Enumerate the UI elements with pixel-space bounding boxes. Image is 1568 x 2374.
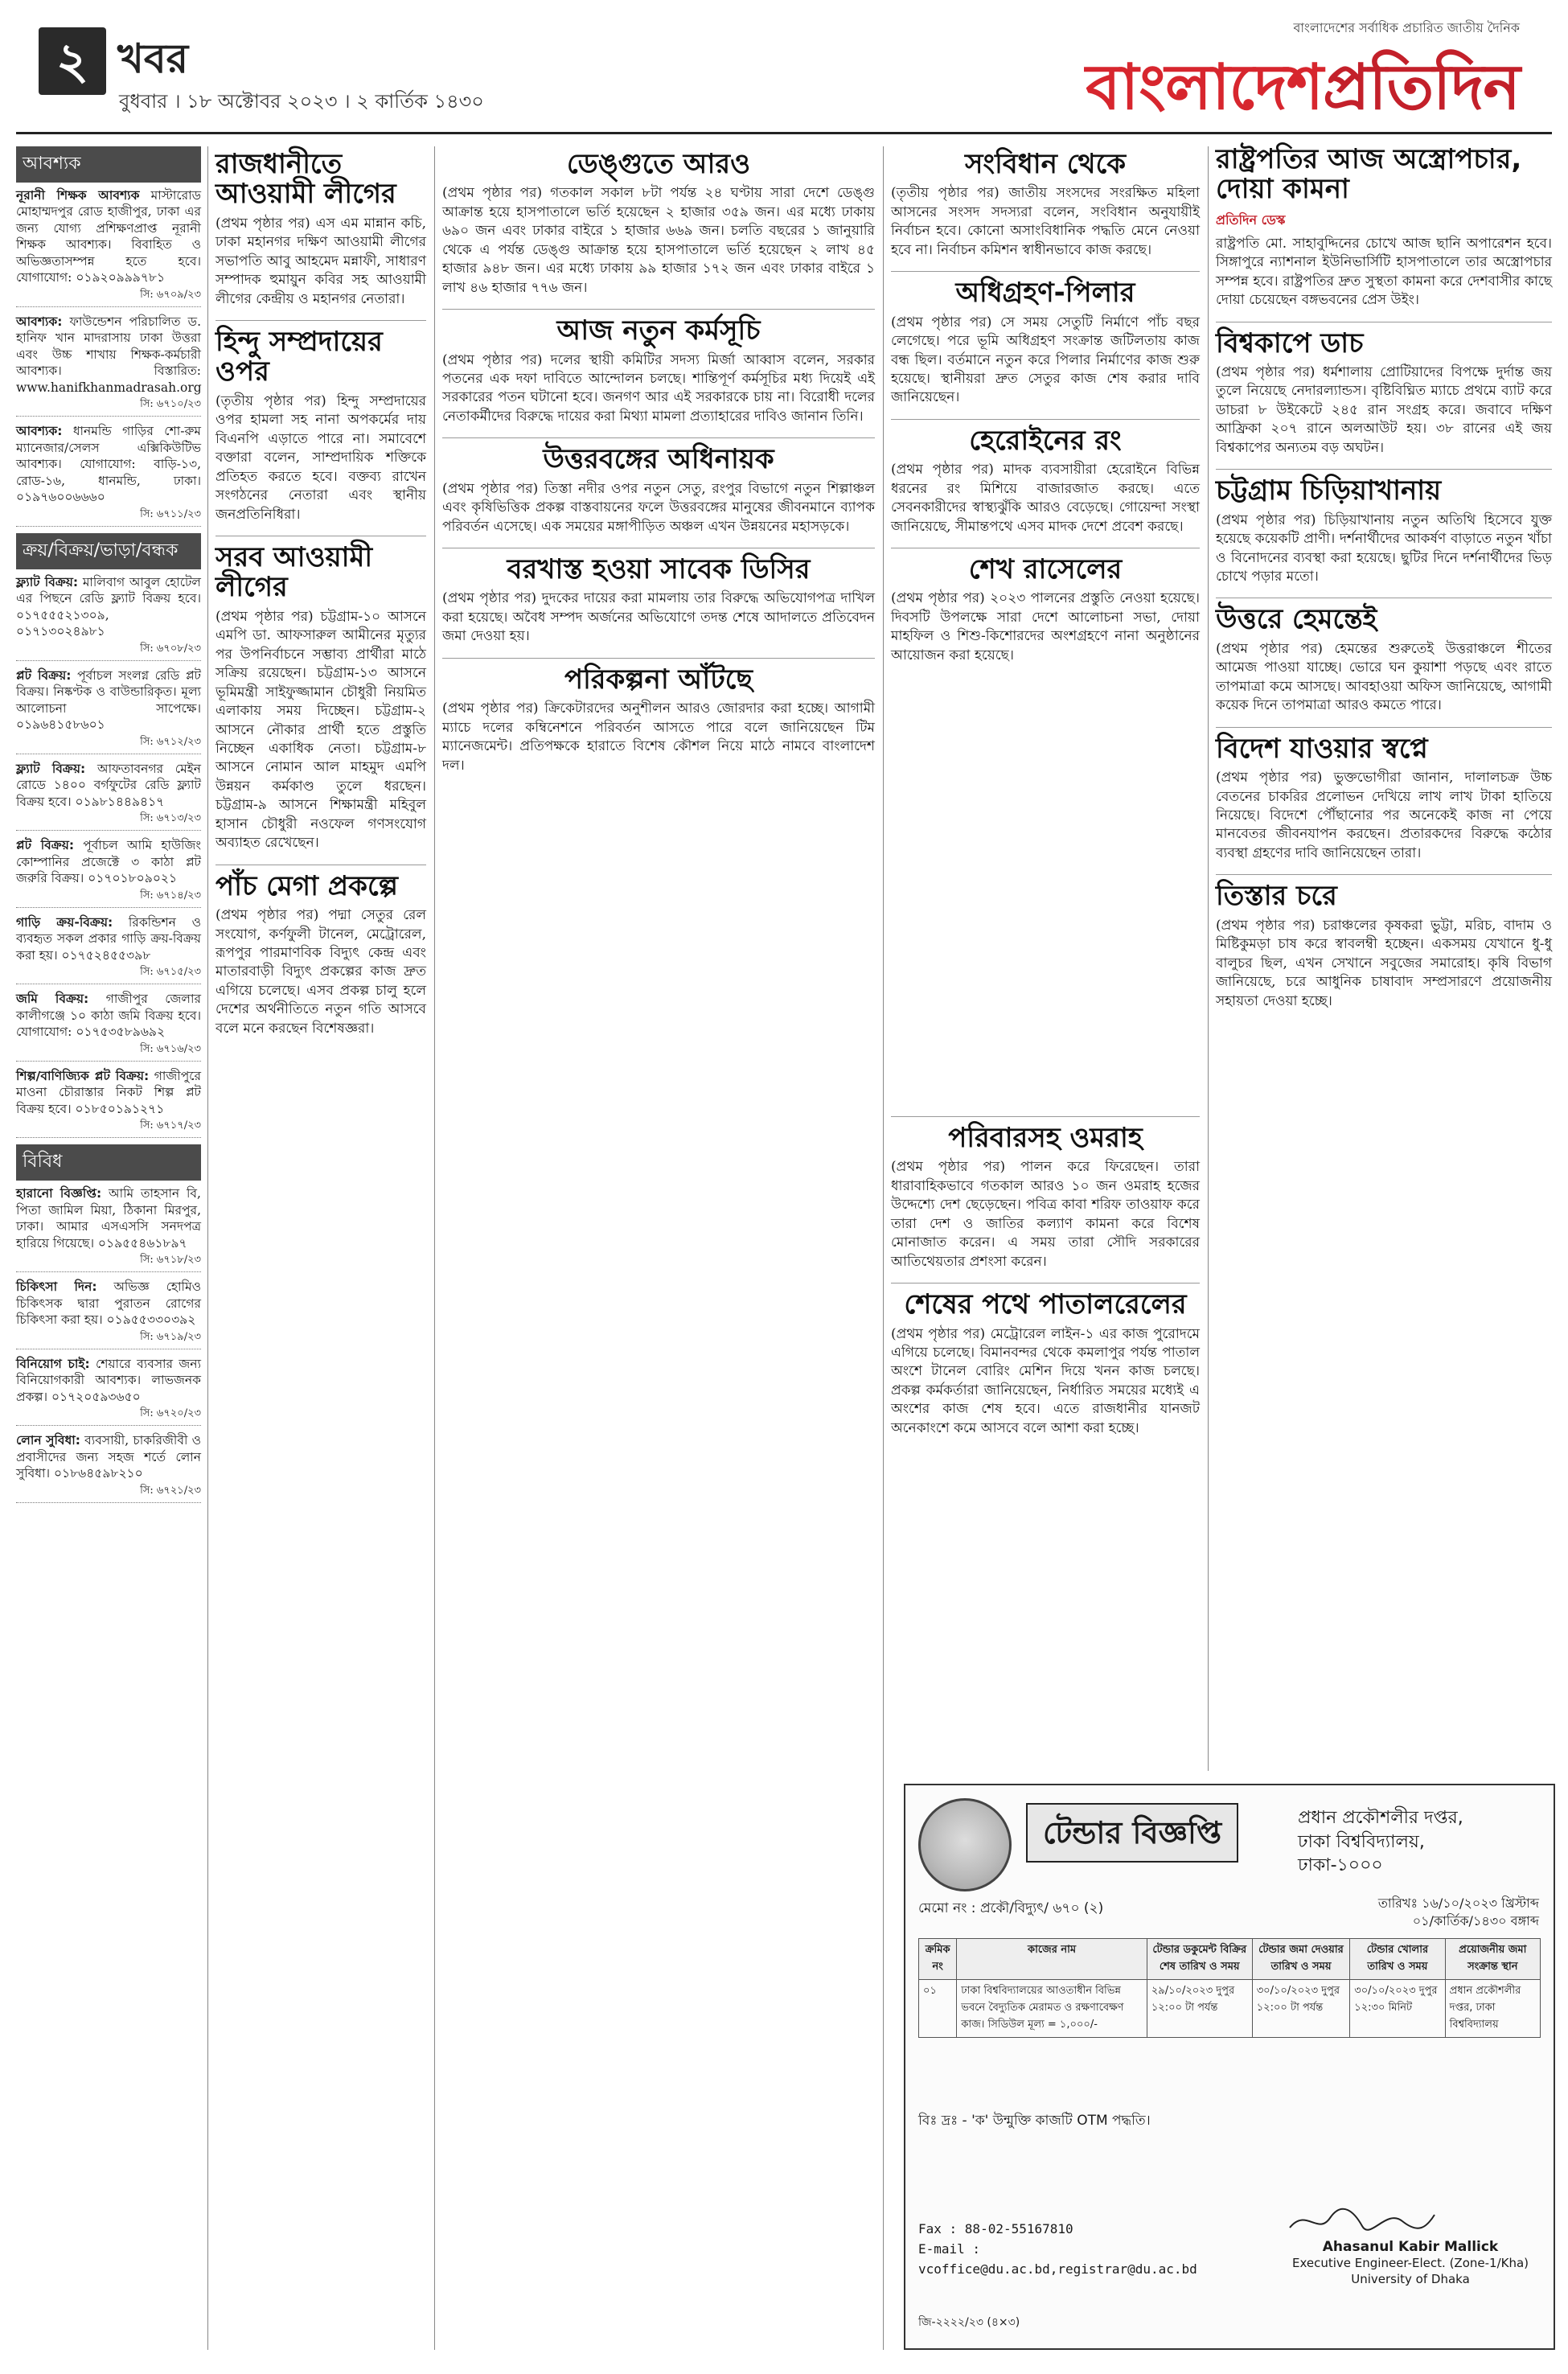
article-divider	[891, 1283, 1200, 1284]
tender-email-label: E-mail :	[918, 2241, 981, 2257]
article-body: (প্রথম পৃষ্ঠার পর) মাদক ব্যবসায়ীরা হেরোইনে বিভিন্ন ধরনের রং মিশিয়ে বাজারজাত করছে। এতে সেবনকারীদের স্বাস্থ্যঝুঁকি আরও বেড়েছে। গোয়েন্দা সংস্থা জানিয়েছে, সীমান্তপথে এসব মাদক দেশে প্রবেশ করছে।	[891, 462, 1200, 535]
classified-item-text: পূর্বাচল আমি হাউজিং কোম্পানির প্রজেক্টে ৩ কাঠা প্লট জরুরি বিক্রয়। ০১৭০১৮০৯০২১	[16, 838, 201, 886]
article-body: (প্রথম পৃষ্ঠার পর) গতকাল সকাল ৮টা পর্যন্ত ২৪ ঘণ্টায় সারা দেশে ডেঙ্গু আক্রান্ত হয়ে হাসপাতালে ভর্তি হয়েছেন ২ হাজার ৩৫৯ জন। এর মধ্যে ঢাকায় ৬৯০ জন এবং ঢাকার বাইরে ১ হাজার ৬৬৯ জন। চলতি বছরের ১ জানুয়ারি থেকে এ পর্যন্ত ডেঙ্গু আক্রান্ত হয়ে হাসপাতালে ভর্তি হয়েছেন ২ লাখ ৪৫ হাজার ৯৪৮ জন। এর মধ্যে ঢাকায় ৯৯ হাজার ১৭২ জন এবং ঢাকার বাইরে ১ লাখ ৪৬ হাজার ৭৭৬ জন।	[442, 185, 875, 296]
classified-item-ref: সি: ৬৭১৭/২৩	[140, 1119, 201, 1132]
signer-name: Ahasanul Kabir Mallick	[1322, 2239, 1499, 2255]
classified-column	[16, 146, 201, 1509]
classified-item-ref: সি: ৬৭১২/২৩	[140, 735, 201, 748]
column-rule	[434, 146, 435, 2350]
article-headline: পরিবারসহ ওমরাহ	[948, 1122, 1143, 1154]
classified-item	[16, 761, 201, 832]
classified-item-ref: সি: ৬৭১৫/২৩	[140, 966, 201, 979]
classified-item-ref: সি: ৬৭০৯/২৩	[140, 288, 201, 301]
article-headline: অধিগ্রহণ-পিলার	[955, 277, 1135, 310]
newspaper-logo	[1086, 39, 1520, 143]
tender-office-line: ঢাকা বিশ্ববিদ্যালয়,	[1298, 1831, 1425, 1852]
tender-table-cell: ঢাকা বিশ্ববিদ্যালয়ের আওতাধীন বিভিন্ন ভবনে বৈদ্যুতিক মেরামত ও রক্ষণাবেক্ষণ কাজ। সিডিউল মূল্য = ১,০০০/-	[957, 1980, 1147, 2038]
article-body: (প্রথম পৃষ্ঠার পর) মেট্রোরেল লাইন-১ এর কাজ পুরোদমে এগিয়ে চলেছে। বিমানবন্দর থেকে কমলাপুর পর্যন্ত পাতাল অংশে টানেল বোরিং মেশিন দিয়ে খনন কাজ চলছে। প্রকল্প কর্মকর্তারা জানিয়েছেন, নির্ধারিত সময়ের মধ্যেই এ অংশের কাজ শেষ হবে। এতে রাজধানীর যানজট অনেকাংশে কমে আসবে বলে আশা করা হচ্ছে।	[891, 1325, 1200, 1436]
classified-item-ref: সি: ৬৭২১/২৩	[140, 1484, 201, 1497]
tender-date-line: তারিখঃ ১৬/১০/২০২৩ খ্রিস্টাব্দ	[1377, 1896, 1539, 1911]
article-divider	[1216, 727, 1552, 728]
classified-item	[16, 423, 201, 526]
article-headline: বিশ্বকাপে ডাচ	[1216, 327, 1364, 359]
classified-item	[16, 187, 201, 307]
classified-item-ref: সি: ৬৭২০/২৩	[140, 1407, 201, 1420]
tender-table-header-row	[919, 1939, 1541, 1980]
classified-item	[16, 667, 201, 754]
article-headline: শেষের পথে পাতালরেলের	[904, 1288, 1187, 1321]
classified-item-text: মালিবাগ আবুল হোটেল এর পিছনে রেডি ফ্ল্যাট বিক্রয় হবে। ০১৭৫৫৫২১৩০৯, ০১৭১৩০২৪৯৮১	[16, 574, 201, 639]
article-headline: রাষ্ট্রপতির আজ অস্ত্রোপচার, দোয়া কামনা	[1216, 143, 1522, 206]
classified-item-text: ফাউন্ডেশন পরিচালিত ড. হানিফ খান মাদরাসায় ঢাকা উত্তরা এবং উচ্চ শাখায় শিক্ষক-কর্মচারী আবশ্যক। বিস্তারিত: www.hanifkhanmadrasah.org	[16, 314, 202, 395]
article-byline: প্রতিদিন ডেস্ক	[1216, 212, 1286, 228]
tender-date	[1378, 1895, 1539, 1931]
tender-table-cell: ০১	[919, 1980, 957, 2038]
logo-tagline: বাংলাদেশের সর্বাধিক প্রচারিত জাতীয় দৈনিক	[1293, 20, 1520, 35]
classified-item-text: আফতাবনগর মেইন রোডে ১৪০০ বর্গফুটের রেডি ফ্ল্যাট বিক্রয় হবে। ০১৯৮১৪৪৯৪১৭	[16, 761, 201, 809]
article-headline: পরিকল্পনা আঁটছে	[564, 663, 753, 696]
article-body: রাষ্ট্রপতি মো. সাহাবুদ্দিনের চোখে আজ ছানি অপারেশন হবে। সিঙ্গাপুরে ন্যাশনাল ইউনিভার্সিটি হাসপাতালে তার অস্ত্রোপচার সম্পন্ন হবে। রাষ্ট্রপতির দ্রুত সুস্থতা কামনা করে দেশবাসীর কাছে দোয়া চেয়েছেন বঙ্গভবনের প্রেস উইং।	[1216, 235, 1552, 309]
article-headline: চট্টগ্রাম চিড়িয়াখানায়	[1216, 474, 1442, 507]
article-body: (তৃতীয় পৃষ্ঠার পর) জাতীয় সংসদের সংরক্ষিত মহিলা আসনের সংসদ সদস্যরা বলেন, সংবিধান অনুযায়ীই নির্বাচন হবে। কোনো অসাংবিধানিক পদ্ধতি মেনে নেওয়া হবে না। নির্বাচন কমিশন স্বাধীনভাবে কাজ করছে।	[891, 185, 1200, 258]
classified-item-ref: সি: ৬৭১৯/২৩	[140, 1330, 201, 1343]
article-body: (প্রথম পৃষ্ঠার পর) চট্টগ্রাম-১০ আসনে এমপি ডা. আফসারুল আমীনের মৃত্যুর পর উপনির্বাচনে সম্ভাব্য প্রার্থীরা মাঠে সক্রিয় রয়েছেন। চট্টগ্রাম-১৩ আসনে ভূমিমন্ত্রী সাইফুজ্জামান চৌধুরী নিয়মিত এলাকায় সময় দিচ্ছেন। চট্টগ্রাম-২ আসনে নৌকার প্রার্থী হতে প্রস্তুতি নিচ্ছেন একাধিক নেতা। চট্টগ্রাম-৮ আসনে নোমান আল মাহমুদ এমপি উন্নয়ন কর্মকাণ্ড তুলে ধরছেন। চট্টগ্রাম-৯ আসনে শিক্ষামন্ত্রী মহিবুল হাসান চৌধুরী নওফেল গণসংযোগ অব্যাহত রেখেছেন।	[215, 608, 426, 852]
tender-code: জি-২২২২/২৩ (৪×৩)	[918, 2316, 1020, 2329]
classified-item-text: ব্যবসায়ী, চাকরিজীবী ও প্রবাসীদের জন্য সহজ শর্তে লোন সুবিধা। ০১৮৬৪৫৯৮২১০	[16, 1433, 201, 1481]
signature-icon	[1282, 2204, 1443, 2239]
article-body: (প্রথম পৃষ্ঠার পর) হেমন্তের শুরুতেই উত্তরাঞ্চলে শীতের আমেজ পাওয়া যাচ্ছে। ভোরে ঘন কুয়াশা পড়ছে এবং রাতে তাপমাত্রা কমে আসছে। আবহাওয়া অফিস জানিয়েছে, আগামী কয়েক দিনে তাপমাত্রা আরও কমতে পারে।	[1216, 640, 1552, 714]
column-rule	[1208, 146, 1209, 1771]
tender-signature-block	[1282, 2204, 1539, 2288]
classified-item	[16, 1068, 201, 1139]
tender-office-line: প্রধান প্রকৌশলীর দপ্তর,	[1298, 1808, 1463, 1828]
article-divider	[442, 309, 875, 310]
article-body: (প্রথম পৃষ্ঠার পর) পদ্মা সেতুর রেল সংযোগ, কর্ণফুলী টানেল, মেট্রোরেল, রূপপুর পারমাণবিক বিদ্যুৎ কেন্দ্র এবং মাতারবাড়ী বিদ্যুৎ প্রকল্পের কাজ দ্রুত এগিয়ে চলেছে। এসব প্রকল্প চালু হলে দেশের অর্থনীতিতে নতুন গতি আসবে বলে মনে করছেন বিশেষজ্ঞরা।	[215, 907, 426, 1037]
article-headline: উত্তরবঙ্গের অধিনায়ক	[543, 443, 774, 476]
article-divider	[442, 658, 875, 659]
article-body: (প্রথম পৃষ্ঠার পর) ক্রিকেটারদের অনুশীলন আরও জোরদার করা হচ্ছে। আগামী ম্যাচে দলের কম্বিনেশনে পরিবর্তন আসতে পারে বলে জানিয়েছেন টিম ম্যানেজমেন্ট। প্রতিপক্ষকে হারাতে বিশেষ কৌশল নিয়ে মাঠে নামবে বাংলাদেশ দল।	[442, 700, 875, 774]
classified-section-title: ক্রয়/বিক্রয়/ভাড়া/বন্ধক	[16, 533, 201, 569]
classified-item-text: আমি তাহসান বি, পিতা জামিল মিয়া, ঠিকানা মিরপুর, ঢাকা। আমার এসএসসি সনদপত্র হারিয়ে গিয়েছে। ০১৯৫৫৪৬১৮৯৭	[16, 1186, 201, 1251]
classified-item-head: নূরানী শিক্ষক আবশ্যক	[16, 188, 140, 203]
tender-table-cell: ৩০/১০/২০২৩ দুপুর ১২:৩০ মিনিট	[1350, 1980, 1445, 2038]
tender-table-header: টেন্ডার ডকুমেন্ট বিক্রির শেষ তারিখ ও সময়	[1147, 1939, 1252, 1980]
article-headline: বরখাস্ত হওয়া সাবেক ডিসির	[507, 553, 811, 586]
article-divider	[442, 437, 875, 438]
article-body: (প্রথম পৃষ্ঠার পর) চিড়িয়াখানায় নতুন অতিথি হিসেবে যুক্ত হয়েছে কয়েকটি প্রাণী। দর্শনার্থীদের আকর্ষণ বাড়াতে নতুন খাঁচা ও বিনোদনের ব্যবস্থা করা হয়েছে। ছুটির দিনে দর্শনার্থীদের ভিড় চোখে পড়ার মতো।	[1216, 511, 1552, 585]
dateline: বুধবার । ১৮ অক্টোবর ২০২৩ । ২ কার্তিক ১৪৩০	[119, 90, 484, 113]
classified-item-text: রিকন্ডিশন ও ব্যবহৃত সকল প্রকার গাড়ি ক্রয়-বিক্রয় করা হয়। ০১৭৫২৪৫৫৩৯৮	[16, 914, 201, 963]
news-column-4	[891, 146, 1200, 676]
classified-item	[16, 1279, 201, 1349]
article-body: (প্রথম পৃষ্ঠার পর) চরাঞ্চলের কৃষকরা ভুট্টা, মরিচ, বাদাম ও মিষ্টিকুমড়া চাষ করে স্বাবলম্বী হচ্ছেন। একসময় যেখানে ধু-ধু বালুচর ছিল, এখন সেখানে সবুজের সমারোহ। কৃষি বিভাগ জানিয়েছে, চরে আধুনিক চাষাবাদ সম্প্রসারণে প্রয়োজনীয় সহায়তা দেওয়া হচ্ছে।	[1216, 917, 1552, 1009]
article-body: (প্রথম পৃষ্ঠার পর) সে সময় সেতুটি নির্মাণে পাঁচ বছর লেগেছে। পরে ভূমি অধিগ্রহণ সংক্রান্ত জটিলতায় কাজ বন্ধ ছিল। বর্তমানে নতুন করে পিলার নির্মাণের কাজ শুরু হয়েছে। স্থানীয়রা দ্রুত সেতুর কাজ শেষ করার দাবি জানিয়েছেন।	[891, 314, 1200, 406]
classified-item-ref: সি: ৬৭১৩/২৩	[140, 812, 201, 825]
classified-item-text: পূর্বাচল সংলগ্ন রেডি প্লট বিক্রয়। নিষ্কণ্টক ও বাউন্ডারিকৃত। মূল্য আলোচনা সাপেক্ষে। ০১৯৬৪১৫৮৬০১	[16, 667, 201, 733]
tender-table-header: টেন্ডার খোলার তারিখ ও সময়	[1350, 1939, 1445, 1980]
classified-item-ref: সি: ৬৭১৪/২৩	[140, 889, 201, 902]
tender-email: vcoffice@du.ac.bd,registrar@du.ac.bd	[918, 2261, 1197, 2277]
classified-item-text: গাজীপুরে মাওনা চৌরাস্তার নিকট শিল্প প্লট বিক্রয় হবে। ০১৮৫০১৯১২৭১	[16, 1068, 201, 1116]
classified-section-title: আবশ্যক	[16, 146, 201, 183]
column-rule	[207, 146, 208, 2350]
news-column-3	[442, 146, 875, 787]
article-body: (প্রথম পৃষ্ঠার পর) দুদকের দায়ের করা মামলায় তার বিরুদ্ধে অভিযোগপত্র দাখিল করা হয়েছে। অবৈধ সম্পদ অর্জনের অভিযোগে তদন্ত শেষে আদালতে প্রতিবেদন জমা দেওয়া হয়।	[442, 590, 875, 645]
tender-table-header: ক্রমিক নং	[919, 1939, 957, 1980]
tender-title: টেন্ডার বিজ্ঞপ্তি	[1026, 1803, 1238, 1863]
classified-item-head: প্লট বিক্রয়:	[16, 838, 75, 853]
tender-table-cell: ২৯/১০/২০২৩ দুপুর ১২:০০ টা পর্যন্ত	[1147, 1980, 1252, 2038]
tender-table	[918, 1938, 1541, 2038]
tender-table-header: টেন্ডার জমা দেওয়ার তারিখ ও সময়	[1252, 1939, 1350, 1980]
article-body: (প্রথম পৃষ্ঠার পর) পালন করে ফিরেছেন। তারা ধারাবাহিকভাবে গতকাল আরও ১০ জন ওমরাহ হজের উদ্দেশ্যে দেশ ছেড়েছেন। পবিত্র কাবা শরিফ তাওয়াফ করে তারা দেশ ও জাতির কল্যাণ কামনা করে বিশেষ মোনাজাত করেন। এ সময় তারা সৌদি সরকারের আতিথেয়তার প্রশংসা করেন।	[891, 1159, 1200, 1270]
article-body: (প্রথম পৃষ্ঠার পর) তিস্তা নদীর ওপর নতুন সেতু, রংপুর বিভাগে নতুন শিল্পাঞ্চল এবং কৃষিভিত্তিক প্রকল্প বাস্তবায়নের ফলে উত্তরবঙ্গের মানুষের জীবনমানে ব্যাপক পরিবর্তন এসেছে। এক সময়ের মঙ্গাপীড়িত অঞ্চল এখন উন্নয়নের মহাসড়কে।	[442, 480, 875, 535]
article-divider	[891, 419, 1200, 420]
classified-item-ref: সি: ৬৭০৮/২৩	[140, 642, 201, 655]
article-headline: পাঁচ মেগা প্রকল্পে	[215, 869, 398, 902]
news-column-2	[215, 146, 426, 1049]
article-divider	[1216, 874, 1552, 875]
tender-notice	[904, 1784, 1555, 2350]
tender-memo: মেমো নং : প্রকৌ/বিদ্যুৎ/ ৬৭০ (২)	[918, 1900, 1104, 1916]
signer-org: University of Dhaka	[1351, 2272, 1470, 2287]
news-column-right	[1216, 142, 1552, 1022]
classified-section-title: বিবিধ	[16, 1144, 201, 1181]
article-divider	[891, 271, 1200, 272]
signer-title: Executive Engineer-Elect. (Zone-1/Kha)	[1291, 2256, 1529, 2270]
classified-item-head: ফ্ল্যাট বিক্রয়:	[16, 761, 86, 776]
masthead	[16, 11, 1552, 134]
classified-item-head: চিকিৎসা দিন:	[16, 1279, 97, 1295]
section-title: খবর	[117, 35, 189, 82]
article-divider	[891, 1116, 1200, 1117]
tender-table-cell: প্রধান প্রকৌশলীর দপ্তর, ঢাকা বিশ্ববিদ্যালয়	[1445, 1980, 1540, 2038]
university-seal-icon	[918, 1798, 1012, 1891]
classified-item-head: শিল্প/বাণিজ্যিক প্লট বিক্রয়:	[16, 1068, 150, 1083]
article-headline: উত্তরে হেমন্তেই	[1216, 603, 1377, 636]
article-body: (তৃতীয় পৃষ্ঠার পর) হিন্দু সম্প্রদায়ের ওপর হামলা সহ নানা অপকর্মের দায় বিএনপি এড়াতে পারে না। সমাবেশে বক্তারা বলেন, সাম্প্রদায়িক শক্তিকে প্রতিহত করতে হবে। বক্তব্য রাখেন সংগঠনের নেতারা এবং স্থানীয় জনপ্রতিনিধিরা।	[215, 392, 426, 523]
classified-item-ref: সি: ৬৭১০/২৩	[140, 398, 201, 411]
article-headline: শেখ রাসেলের	[968, 553, 1123, 586]
classified-item-ref: সি: ৬৭১৮/২৩	[140, 1254, 201, 1267]
article-headline: আজ নতুন কর্মসূচি	[556, 314, 761, 347]
article-headline: বিদেশ যাওয়ার স্বপ্নে	[1216, 732, 1428, 765]
classified-item	[16, 1432, 201, 1503]
article-headline: সংবিধান থেকে	[964, 148, 1127, 180]
tender-note: বিঃ দ্রঃ - 'ক' উন্মুক্তি কাজটি OTM পদ্ধতি।	[918, 2113, 1151, 2129]
article-divider	[215, 320, 426, 321]
classified-item	[16, 314, 201, 417]
tender-office-line: ঢাকা-১০০০	[1298, 1855, 1383, 1876]
classified-item-text: শেয়ারে ব্যবসার জন্য বিনিয়োগকারী আবশ্যক। লাভজনক প্রকল্প। ০১৭২০৫৯৩৬৫০	[16, 1356, 201, 1404]
classified-item-text: অভিজ্ঞ হোমিও চিকিৎসক দ্বারা পুরাতন রোগের চিকিৎসা করা হয়। ০১৯৫৫৩৩০৩৯২	[16, 1279, 201, 1328]
tender-date-line: ০১/কার্তিক/১৪৩০ বঙ্গাব্দ	[1412, 1913, 1539, 1929]
classified-item	[16, 1356, 201, 1427]
classified-item-text: মাস্টারোড মোহাম্মদপুর রোড হাজীপুর, ঢাকা এর জন্য যোগ্য প্রশিক্ষণপ্রাপ্ত নূরানী শিক্ষক আবশ্যক। বিবাহিত ও অভিজ্ঞতাসম্পন্ন হতে হবে। যোগাযোগ: ০১৯২০৯৯৯৭৮১	[16, 188, 201, 285]
article-body: (প্রথম পৃষ্ঠার পর) ২০২৩ পালনের প্রস্তুতি নেওয়া হয়েছে। দিবসটি উপলক্ষে সারা দেশে আলোচনা সভা, দোয়া মাহফিল ও শিশু-কিশোরদের অংশগ্রহণে নানা অনুষ্ঠানের আয়োজন করা হয়েছে।	[891, 590, 1200, 663]
classified-item	[16, 574, 201, 661]
classified-item-head: আবশ্যক:	[16, 314, 63, 329]
article-divider	[1216, 469, 1552, 470]
classified-item-head: আবশ্যক:	[16, 424, 63, 439]
page-number: ২	[39, 27, 106, 95]
article-headline: ডেঙ্গুতে আরও	[566, 148, 751, 180]
classified-item-ref: সি: ৬৭১৬/২৩	[140, 1042, 201, 1055]
article-body: (প্রথম পৃষ্ঠার পর) ধর্মশালায় প্রোটিয়াদের বিপক্ষে দুর্দান্ত জয় তুলে নিয়েছে নেদারল্যান্ডস। বৃষ্টিবিঘ্নিত ম্যাচে প্রথমে ব্যাট করে ডাচরা ৮ উইকেটে ২৪৫ রান সংগ্রহ করে। জবাবে দক্ষিণ আফ্রিকা ২০৭ রানে অলআউট হয়। ৩৮ রানের এই জয় বিশ্বকাপের অন্যতম বড় অঘটন।	[1216, 363, 1552, 456]
article-headline: হেরোইনের রং	[969, 424, 1122, 457]
article-body: (প্রথম পৃষ্ঠার পর) দলের স্থায়ী কমিটির সদস্য মির্জা আব্বাস বলেন, সরকার পতনের এক দফা দাবিতে আন্দোলন চলছে। শান্তিপূর্ণ কর্মসূচির মধ্য দিয়েই এই সরকারের পতন ঘটানো হবে। জনগণ আর এই সরকারকে চায় না। বিরোধী দলের নেতাকর্মীদের বিরুদ্ধে দায়ের করা মিথ্যা মামলা প্রত্যাহারের দাবিও জানান তিনি।	[442, 351, 875, 425]
news-column-4b	[891, 1110, 1200, 1449]
column-rule	[883, 146, 884, 2350]
article-headline: সরব আওয়ামী লীগের	[215, 541, 373, 604]
classified-item-head: জমি বিক্রয়:	[16, 992, 89, 1007]
classified-item	[16, 1185, 201, 1272]
logo-part-2: প্রতিদিন	[1323, 51, 1520, 124]
classified-item	[16, 837, 201, 908]
classified-item-head: প্লট বিক্রয়:	[16, 667, 72, 683]
table-row	[919, 1980, 1541, 2038]
article-headline: হিন্দু সম্প্রদায়ের ওপর	[215, 326, 383, 388]
classified-item-text: ধানমন্ডি গাড়ির শো-রুম ম্যানেজার/সেলস এক্সিকিউটিভ আবশ্যক। যোগাযোগ: বাড়ি-১৩, রোড-১৬, ধানমন্ডি, ঢাকা। ০১৯৭৬০০৬৬৬০	[16, 424, 201, 505]
article-headline: রাজধানীতে আওয়ামী লীগের	[215, 148, 396, 211]
classified-item-ref: সি: ৬৭১১/২৩	[140, 507, 201, 520]
classified-item-head: হারানো বিজ্ঞপ্তি:	[16, 1186, 102, 1201]
classified-item-head: গাড়ি ক্রয়-বিক্রয়:	[16, 914, 113, 930]
classified-item	[16, 991, 201, 1062]
classified-item-head: লোন সুবিধা:	[16, 1433, 80, 1448]
classified-item-head: ফ্ল্যাট বিক্রয়:	[16, 574, 79, 589]
classified-item	[16, 914, 201, 985]
article-headline: তিস্তার চরে	[1216, 880, 1337, 913]
tender-table-header: প্রয়োজনীয় জমা সংক্রান্ত স্থান	[1445, 1939, 1540, 1980]
article-body: (প্রথম পৃষ্ঠার পর) ভুক্তভোগীরা জানান, দালালচক্র উচ্চ বেতনের চাকরির প্রলোভন দেখিয়ে লাখ লাখ টাকা হাতিয়ে নিয়েছে। বিদেশে পৌঁছানোর পর অনেকেই কাজ না পেয়ে মানবেতর জীবনযাপন করছেন। প্রতারকদের বিরুদ্ধে কঠোর ব্যবস্থা গ্রহণের দাবি জানিয়েছেন তারা।	[1216, 770, 1552, 861]
classified-item-head: বিনিয়োগ চাই:	[16, 1356, 90, 1371]
tender-office	[1298, 1806, 1539, 1878]
tender-table-cell: ৩০/১০/২০২৩ দুপুর ১২:০০ টা পর্যন্ত	[1252, 1980, 1350, 2038]
tender-fax: Fax : 88-02-55167810	[918, 2221, 1073, 2236]
tender-contact	[918, 2220, 1197, 2279]
tender-table-header: কাজের নাম	[957, 1939, 1147, 1980]
article-body: (প্রথম পৃষ্ঠার পর) এস এম মান্নান কচি, ঢাকা মহানগর দক্ষিণ আওয়ামী লীগের সভাপতি আবু আহমেদ মন্নাফী, সাধারণ সম্পাদক হুমায়ুন কবির সহ আওয়ামী লীগের কেন্দ্রীয় ও মহানগর নেতারা।	[215, 215, 426, 307]
classified-item-text: গাজীপুর জেলার কালীগঞ্জে ১০ কাঠা জমি বিক্রয় হবে। যোগাযোগ: ০১৭৫৩৫৮৯৬৯২	[16, 992, 201, 1040]
logo-part-1: বাংলাদেশ	[1086, 51, 1324, 124]
